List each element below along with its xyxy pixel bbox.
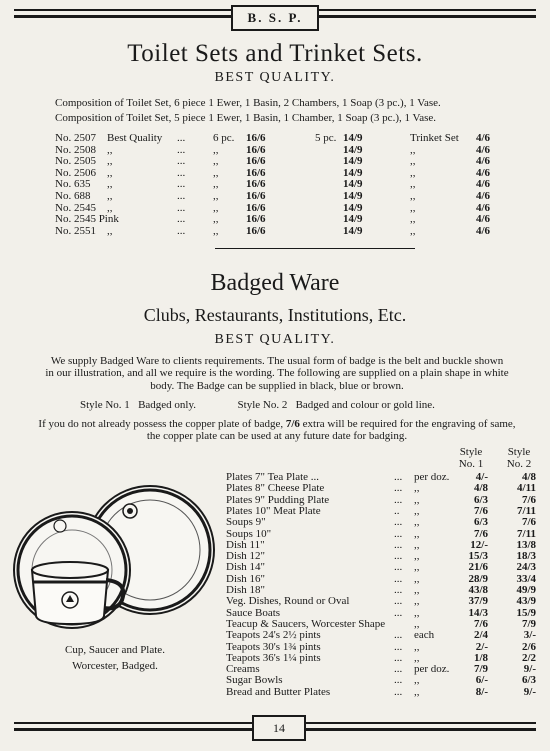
toilet-cell-trinket: ,,: [410, 166, 416, 179]
badged-description-line: body. The Badge can be supplied in black, blue or brown.: [150, 379, 404, 392]
style-2-label: Style No. 2: [237, 399, 288, 411]
toilet-cell-p6: 16/6: [246, 166, 266, 179]
toilet-cell-name: ,,: [107, 224, 113, 237]
toilet-cell-no: No. 2507: [55, 132, 96, 144]
style-1-text: Badged only.: [138, 399, 197, 411]
badged-cell-unit: ,,: [414, 595, 420, 608]
toilet-cell-no: No. 2506: [55, 166, 96, 179]
badged-cell-name: Veg. Dishes, Round or Oval: [226, 595, 350, 608]
toilet-cell-p6: 16/6: [246, 132, 266, 144]
toilet-cell-no: No. 688: [55, 190, 91, 202]
toilet-cell-p6: 16/6: [246, 143, 266, 156]
badged-cell-s2: 18/3: [516, 550, 536, 563]
saucer-badge-icon: [54, 520, 66, 532]
badged-cell-unit: ,,: [414, 550, 420, 563]
caption-line-1: Cup, Saucer and Plate.: [65, 644, 165, 656]
badged-cell-unit: ,,: [414, 527, 420, 540]
toilet-cell-pc6: ,,: [213, 190, 219, 202]
badged-cell-s2: 7/9: [521, 617, 536, 630]
column-header-text: Style: [459, 446, 483, 458]
badged-cell-dots: ...: [394, 663, 403, 676]
badged-cell-s1: 2/4: [473, 629, 488, 642]
toilet-cell-dots: ...: [177, 213, 186, 226]
toilet-cell-trinket: ,,: [410, 155, 416, 168]
badged-item-row: [226, 506, 536, 517]
badged-cell-dots: ...: [394, 595, 403, 608]
composition-6-piece: Composition of Toilet Set, 6 piece 1 Ewer, 1 Basin, 2 Chambers, 1 Soap (3 pc.), 1 Vase.: [55, 97, 441, 109]
toilet-cell-pc6: ,,: [213, 155, 219, 168]
badged-cell-unit: ,,: [414, 651, 420, 664]
badged-cell-unit: ,,: [414, 482, 420, 495]
toilet-cell-dots: ...: [177, 143, 186, 156]
section-divider: [215, 248, 415, 249]
badged-cell-s1: 1/8: [473, 651, 488, 664]
badged-cell-unit: ,,: [414, 538, 420, 551]
toilet-subtitle: BEST QUALITY.: [214, 70, 336, 85]
copper-plate-note: [18, 418, 536, 443]
badged-cell-s2: 3/-: [523, 629, 536, 642]
toilet-cell-pt: 4/6: [476, 166, 491, 179]
badged-cell-name: Dish 11": [226, 538, 265, 551]
toilet-cell-no: No. 2545 Pink: [55, 213, 119, 226]
badged-cell-dots: ...: [394, 651, 403, 664]
badged-item-row: [226, 608, 536, 619]
badged-cell-name: Soups 10": [226, 527, 272, 540]
badged-quality: BEST QUALITY.: [214, 332, 336, 347]
toilet-cell-pc6: 6 pc.: [213, 132, 235, 144]
badged-cell-unit: ,,: [414, 504, 420, 517]
column-header-text: No. 1: [458, 458, 484, 470]
badged-cell-dots: ...: [394, 674, 403, 687]
badged-cell-unit: ,,: [414, 617, 420, 630]
badged-cell-s2: 15/9: [516, 606, 536, 619]
badged-cell-s2: 4/8: [521, 471, 536, 483]
toilet-cell-pc5: 5 pc.: [315, 132, 337, 144]
cup-saucer-plate-illustration: [10, 478, 225, 638]
badged-cell-dots: ...: [394, 629, 403, 642]
copper-note-pre: If you do not already possess the copper plate of badge,: [38, 418, 284, 430]
toilet-cell-trinket: ,,: [410, 213, 416, 226]
badged-description-line: in our illustration, and all we require is the wording. The following are supplied on a plain shape in white: [45, 367, 509, 380]
toilet-cell-pt: 4/6: [476, 213, 491, 226]
badged-cell-dots: ...: [394, 640, 403, 653]
badged-cell-s2: 7/11: [517, 504, 536, 517]
badged-cell-s1: 43/8: [468, 584, 488, 596]
badged-cell-s1: 37/9: [468, 595, 488, 608]
toilet-cell-p6: 16/6: [246, 190, 266, 202]
toilet-cell-p5: 14/9: [343, 178, 363, 191]
badged-cell-s2: 24/3: [516, 561, 536, 574]
page-number: 14: [252, 715, 306, 741]
badged-cell-s1: 4/8: [473, 482, 488, 495]
badged-cell-name: Plates 8" Cheese Plate: [226, 482, 325, 495]
badged-cell-name: Bread and Butter Plates: [226, 685, 331, 698]
toilet-cell-trinket: ,,: [410, 178, 416, 191]
badged-cell-s1: 6/3: [473, 493, 488, 506]
badged-cell-dots: ...: [394, 482, 403, 495]
column-header-text: Style: [507, 446, 531, 458]
toilet-cell-pt: 4/6: [476, 178, 491, 191]
badged-item-row: [226, 517, 536, 528]
badged-cell-name: Dish 14": [226, 561, 266, 574]
badged-item-row: [226, 551, 536, 562]
badged-cell-name: Sugar Bowls: [226, 674, 283, 687]
badged-cell-unit: each: [414, 629, 435, 642]
toilet-cell-dots: ...: [177, 155, 186, 168]
toilet-cell-dots: ...: [177, 224, 186, 237]
badged-cell-dots: ...: [394, 516, 403, 529]
badged-cell-dots: ...: [394, 493, 403, 506]
badged-cell-s2: 7/11: [517, 527, 536, 540]
badged-item-row: [226, 619, 536, 630]
badged-cell-name: Plates 7" Tea Plate ...: [226, 471, 320, 483]
badged-item-row: [226, 664, 536, 675]
badged-cell-s2: 7/6: [521, 516, 536, 529]
toilet-cell-pt: 4/6: [476, 190, 491, 202]
badged-cell-name: Dish 12": [226, 550, 266, 563]
badged-cell-name: Creams: [226, 663, 260, 676]
toilet-cell-name: ,,: [107, 178, 113, 191]
badged-item-row: [226, 585, 536, 596]
badged-item-row: [226, 574, 536, 585]
badged-item-row: [226, 675, 536, 686]
badged-cell-s2: 2/2: [521, 651, 536, 664]
illustration-caption: [30, 642, 200, 674]
column-header-style-1: [452, 446, 490, 470]
badged-item-row: [226, 630, 536, 641]
badged-cell-dots: ...: [394, 584, 403, 596]
composition-5-piece: Composition of Toilet Set, 5 piece 1 Ewer, 1 Basin, 1 Chamber, 1 Soap (3 pc.), 1 Vase.: [55, 112, 437, 124]
toilet-cell-pt: 4/6: [476, 224, 491, 237]
badged-cell-name: Plates 9" Pudding Plate: [226, 493, 330, 506]
badged-cell-s2: 4/11: [517, 482, 536, 495]
badged-cell-s2: 43/9: [516, 595, 536, 608]
toilet-cell-pt: 4/6: [476, 132, 491, 144]
badged-cell-s1: 7/6: [473, 527, 488, 540]
toilet-cell-pt: 4/6: [476, 143, 491, 156]
badged-cell-s1: 21/6: [468, 561, 488, 574]
toilet-cell-p6: 16/6: [246, 178, 266, 191]
toilet-cell-pc6: ,,: [213, 224, 219, 237]
badged-cell-unit: ,,: [414, 516, 420, 529]
toilet-set-row: [0, 226, 550, 238]
badged-cell-name: Dish 18": [226, 584, 266, 596]
badged-cell-s1: 12/-: [470, 538, 488, 551]
badged-cell-unit: ,,: [414, 640, 420, 653]
toilet-cell-p5: 14/9: [343, 143, 363, 156]
toilet-cell-no: No. 2545: [55, 201, 96, 214]
badged-cell-s2: 6/3: [521, 674, 536, 687]
column-header-style-2: [499, 446, 539, 470]
badged-description-line: We supply Badged Ware to clients requirements. The usual form of badge is the belt and buckle shown: [50, 355, 504, 367]
toilet-cell-pc6: ,,: [213, 143, 219, 156]
header-label: B. S. P.: [231, 5, 319, 31]
badged-cell-s1: 6/3: [473, 516, 488, 529]
copper-note-post: extra will be required for the engraving of same,: [302, 418, 516, 430]
toilet-cell-p6: 16/6: [246, 155, 266, 168]
badged-cell-s2: 13/8: [516, 538, 536, 551]
badged-cell-unit: ,,: [414, 584, 420, 596]
badged-cell-unit: ,,: [414, 561, 420, 574]
badged-cell-dots: ...: [394, 606, 403, 619]
toilet-cell-dots: ...: [177, 190, 186, 202]
badged-cell-dots: ...: [394, 561, 403, 574]
toilet-cell-name: ,,: [107, 143, 113, 156]
copper-note-line-2: the copper plate can be used at any future date for badging.: [146, 430, 408, 443]
toilet-cell-p6: 16/6: [246, 201, 266, 214]
badged-cell-s1: 15/3: [468, 550, 488, 563]
badged-cell-name: Teapots 24's 2½ pints: [226, 629, 321, 642]
toilet-cell-name: ,,: [107, 166, 113, 179]
badged-cell-s1: 7/9: [473, 663, 488, 676]
style-definitions: [80, 399, 435, 411]
badged-cell-unit: ,,: [414, 572, 420, 585]
toilet-cell-pt: 4/6: [476, 155, 491, 168]
toilet-cell-no: No. 635: [55, 178, 91, 191]
badged-item-row: [226, 653, 536, 664]
badged-cell-unit: ,,: [414, 674, 420, 687]
badged-cell-s2: 7/6: [521, 493, 536, 506]
toilet-cell-dots: ...: [177, 201, 186, 214]
toilet-cell-name: ,,: [107, 201, 113, 214]
toilet-cell-trinket: ,,: [410, 224, 416, 237]
badged-description: [22, 355, 532, 392]
badged-subtitle: Clubs, Restaurants, Institutions, Etc.: [143, 305, 407, 325]
toilet-cell-pt: 4/6: [476, 201, 491, 214]
badged-cell-dots: ..: [394, 504, 400, 517]
badged-cell-s1: 2/-: [475, 640, 488, 653]
toilet-cell-p5: 14/9: [343, 190, 363, 202]
badged-cell-dots: ...: [394, 538, 403, 551]
badged-cell-s2: 9/-: [523, 663, 536, 676]
badged-cell-name: Soups 9": [226, 516, 266, 529]
badged-cell-s1: 7/6: [473, 617, 488, 630]
badged-item-row: [226, 483, 536, 494]
toilet-cell-dots: ...: [177, 166, 186, 179]
badged-cell-s1: 6/-: [475, 674, 488, 687]
toilet-cell-p5: 14/9: [343, 166, 363, 179]
toilet-cell-trinket: Trinket Set: [410, 132, 459, 144]
caption-line-2: Worcester, Badged.: [72, 660, 158, 672]
badged-cell-s1: 4/-: [475, 471, 488, 483]
badged-cell-name: Teacup & Saucers, Worcester Shape: [226, 617, 386, 630]
toilet-cell-name: ,,: [107, 190, 113, 202]
toilet-cell-name: Best Quality: [107, 132, 163, 144]
toilet-cell-pc6: ,,: [213, 213, 219, 226]
toilet-cell-no: No. 2505: [55, 155, 96, 168]
badged-cell-s2: 9/-: [523, 685, 536, 698]
badged-item-row: [226, 472, 536, 483]
toilet-cell-no: No. 2551: [55, 224, 96, 237]
badged-cell-unit: per doz.: [414, 471, 450, 483]
badged-cell-s1: 7/6: [473, 504, 488, 517]
style-1-label: Style No. 1: [80, 399, 130, 411]
badged-item-row: [226, 642, 536, 653]
copper-price: 7/6: [285, 418, 300, 430]
badged-cell-dots: ...: [394, 572, 403, 585]
badged-title: Badged Ware: [210, 270, 340, 296]
toilet-cell-p6: 16/6: [246, 224, 266, 237]
badged-cell-dots: ...: [394, 527, 403, 540]
toilet-cell-p5: 14/9: [343, 224, 363, 237]
toilet-cell-p5: 14/9: [343, 155, 363, 168]
toilet-title: Toilet Sets and Trinket Sets.: [127, 40, 423, 67]
badged-cell-dots: ...: [394, 471, 403, 483]
badged-item-row: [226, 529, 536, 540]
badged-cell-s1: 14/3: [468, 606, 488, 619]
toilet-cell-trinket: ,,: [410, 201, 416, 214]
style-2-text: Badged and colour or gold line.: [295, 399, 435, 411]
toilet-cell-name: ,,: [107, 155, 113, 168]
badged-cell-s2: 49/9: [516, 584, 536, 596]
column-header-text: No. 2: [506, 458, 532, 470]
badged-cell-name: Dish 16": [226, 572, 266, 585]
toilet-cell-dots: ...: [177, 178, 186, 191]
badged-item-row: [226, 540, 536, 551]
toilet-cell-p5: 14/9: [343, 213, 363, 226]
toilet-cell-p5: 14/9: [343, 201, 363, 214]
badged-cell-s2: 2/6: [521, 640, 536, 653]
toilet-cell-pc6: ,,: [213, 201, 219, 214]
toilet-cell-trinket: ,,: [410, 143, 416, 156]
badged-cell-unit: ,,: [414, 493, 420, 506]
badged-cell-name: Sauce Boats: [226, 606, 281, 619]
badged-cell-name: Teapots 30's 1¾ pints: [226, 640, 321, 653]
badged-cell-dots: ...: [394, 550, 403, 563]
badged-item-row: [226, 596, 536, 607]
badged-item-row: [226, 687, 536, 698]
badged-cell-name: Plates 10" Meat Plate: [226, 504, 321, 517]
badged-item-row: [226, 562, 536, 573]
toilet-cell-dots: ...: [177, 132, 186, 144]
toilet-cell-p5: 14/9: [343, 132, 363, 144]
toilet-cell-no: No. 2508: [55, 143, 96, 156]
badged-cell-s1: 28/9: [468, 572, 488, 585]
badged-item-row: [226, 495, 536, 506]
toilet-cell-trinket: ,,: [410, 190, 416, 202]
toilet-cell-pc6: ,,: [213, 166, 219, 179]
badged-cell-unit: ,,: [414, 606, 420, 619]
toilet-cell-pc6: ,,: [213, 178, 219, 191]
badged-cell-unit: ,,: [414, 685, 420, 698]
badged-cell-s2: 33/4: [516, 572, 536, 585]
badged-cell-dots: ...: [394, 685, 403, 698]
badged-cell-name: Teapots 36's 1¼ pints: [226, 651, 321, 664]
toilet-table: [0, 133, 550, 243]
toilet-cell-p6: 16/6: [246, 213, 266, 226]
badged-cell-s1: 8/-: [475, 685, 488, 698]
badged-cell-unit: per doz.: [414, 663, 450, 676]
